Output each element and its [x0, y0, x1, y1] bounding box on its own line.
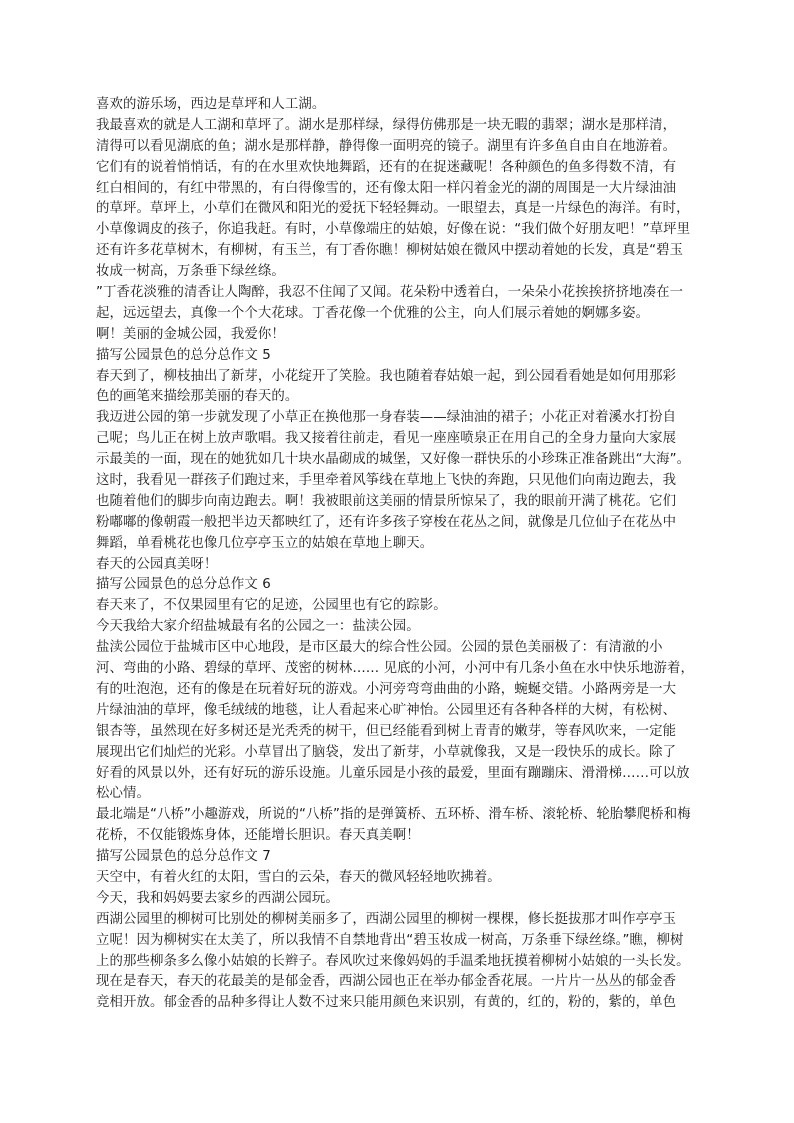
text-line-31: 银杏等，虽然现在好多树还是光秃秃的树干，但已经能看到树上青青的嫩芽，等春风吹来，一定能 [96, 723, 677, 739]
text-line-9: 妆成一树高，万条垂下绿丝绦。 [96, 264, 285, 280]
text-line-33: 好看的风景以外，还有好玩的游乐设施。儿童乐园是小孩的最爱，里面有蹦蹦床、滑滑梯……可以放 [96, 765, 690, 781]
text-line-16: 我迈进公园的第一步就发现了小草正在换他那一身春装——绿油油的裙子；小花正对着溪水打扮自 [96, 410, 677, 426]
text-line-11: 起，远远望去，真像一个个大花球。丁香花像一个优雅的公主，向人们展示着她的婀娜多姿。 [96, 305, 650, 321]
text-line-28: 河、弯曲的小路、碧绿的草坪、茂密的树林…… 见底的小河，小河中有几条小鱼在水中快乐地游着， [96, 661, 694, 677]
text-line-2: 我最喜欢的就是人工湖和草坪了。湖水是那样绿，绿得仿佛那是一块无暇的翡翠；湖水是那样清， [96, 117, 677, 133]
text-line-1: 喜欢的游乐场，西边是草坪和人工湖。 [96, 97, 326, 112]
text-line-20: 也随着他们的脚步向南边跑去。啊！我被眼前这美丽的情景所惊呆了，我的眼前开满了桃花。它们 [96, 493, 677, 509]
text-line-39: 今天，我和妈妈要去家乡的西湖公园玩。 [96, 890, 339, 906]
text-line-19: 这时，我看见一群孩子们跑过来，手里牵着风筝线在草地上飞快的奔跑，只见他们向南边跑去，我 [96, 473, 677, 489]
text-line-4: 它们有的说着悄悄话，有的在水里欢快地舞蹈，还有的在捉迷藏呢！各种颜色的鱼多得数不清，有 [96, 159, 677, 175]
text-line-10: ”丁香花淡雅的清香让人陶醉，我忍不住闻了又闻。花朵粉中透着白，一朵朵小花挨挨挤挤地凑在一 [96, 285, 684, 301]
text-line-27: 盐渎公园位于盐城市区中心地段，是市区最大的综合性公园。公园的景色美丽极了：有清澈的小 [96, 640, 663, 656]
text-line-38: 天空中，有着火红的太阳，雪白的云朵，春天的微风轻轻地吹拂着。 [96, 869, 501, 885]
text-line-22: 舞蹈，单看桃花也像几位亭亭玉立的姑娘在草地上聊天。 [96, 535, 434, 551]
section-heading-6: 描写公园景色的总分总作文 6 [96, 577, 271, 593]
text-line-35: 最北端是“八桥”小趣游戏，所说的“八桥”指的是弹簧桥、五环桥、滑车桥、滚轮桥、轮胎攀爬桥和梅 [96, 807, 691, 823]
text-line-32: 展现出它们灿烂的光彩。小草冒出了脑袋，发出了新芽，小草就像我，又是一段快乐的成长。除了 [96, 744, 677, 760]
text-line-3: 清得可以看见湖底的鱼；湖水是那样静，静得像一面明亮的镜子。湖里有许多鱼自由自在地游着。 [96, 138, 677, 154]
text-line-26: 今天我给大家介绍盐城最有名的公园之一：盐渎公园。 [96, 619, 420, 635]
text-line-29: 有的吐泡泡，还有的像是在玩着好玩的游戏。小河旁弯弯曲曲的小路，蜿蜒交错。小路两旁是一大 [96, 681, 677, 697]
text-line-6: 的草坪。草坪上，小草们在微风和阳光的爱抚下轻轻舞动。一眼望去，真是一片绿色的海洋。有时， [96, 201, 690, 217]
document-body [96, 95, 700, 1014]
text-line-21: 粉嘟嘟的像朝霞一般把半边天都映红了，还有许多孩子穿梭在花丛之间，就像是几位仙子在花丛中 [96, 514, 677, 530]
text-line-34: 松心情。 [96, 786, 150, 802]
text-line-7: 小草像调皮的孩子，你追我赶。有时，小草像端庄的姑娘，好像在说：“我们做个好朋友吧！”草坪里 [96, 222, 691, 238]
text-line-14: 春天到了，柳枝抽出了新芽，小花绽开了笑脸。我也随着春姑娘一起，到公园看看她是如何用那彩 [96, 368, 677, 384]
section-heading-7: 描写公园景色的总分总作文 7 [96, 849, 271, 865]
text-line-44: 竞相开放。郁金香的品种多得让人数不过来只能用颜色来识别，有黄的，红的，粉的，紫的，单色 [96, 995, 677, 1011]
text-line-15: 色的画笔来描绘那美丽的春天的。 [96, 389, 299, 405]
text-line-40: 西湖公园里的柳树可比别处的柳树美丽多了，西湖公园里的柳树一棵棵，修长挺拔那才叫作亭亭玉 [96, 911, 677, 927]
text-line-12: 啊！美丽的金城公园，我爱你！ [96, 326, 285, 342]
text-line-36: 花桥，不仅能锻炼身体，还能增长胆识。春天真美啊！ [96, 828, 420, 844]
text-line-43: 现在是春天，春天的花最美的是郁金香，西湖公园也正在举办郁金香花展。一片片一丛丛的郁金香 [96, 974, 677, 990]
text-line-30: 片绿油油的草坪，像毛绒绒的地毯，让人看起来心旷神怡。公园里还有各种各样的大树，有松树、 [96, 702, 677, 718]
text-line-5: 红白相间的，有红中带黑的，有白得像雪的，还有像太阳一样闪着金光的湖的周围是一大片绿油油 [96, 180, 677, 196]
section-heading-5: 描写公园景色的总分总作文 5 [96, 347, 271, 363]
text-line-17: 己呢；鸟儿正在树上放声歌唱。我又接着往前走，看见一座座喷泉正在用自己的全身力量向大家展 [96, 431, 677, 447]
text-line-42: 上的那些柳条多么像小姑娘的长辫子。春风吹过来像妈妈的手温柔地抚摸着柳树小姑娘的一头长发。 [96, 953, 690, 969]
text-line-23: 春天的公园真美呀！ [96, 556, 218, 572]
text-line-8: 还有许多花草树木，有柳树，有玉兰，有丁香你瞧！柳树姑娘在微风中摆动着她的长发，真是“碧玉 [96, 243, 684, 259]
text-line-18: 示最美的一面，现在的她犹如几十块水晶砌成的城堡，又好像一群快乐的小珍珠正准备跳出“大海”。 [96, 452, 691, 468]
text-line-25: 春天来了，不仅果园里有它的足迹，公园里也有它的踪影。 [96, 598, 447, 614]
text-line-41: 立呢！因为柳树实在太美了，所以我情不自禁地背出“碧玉妆成一树高，万条垂下绿丝绦。”瞧，柳树 [96, 932, 684, 948]
